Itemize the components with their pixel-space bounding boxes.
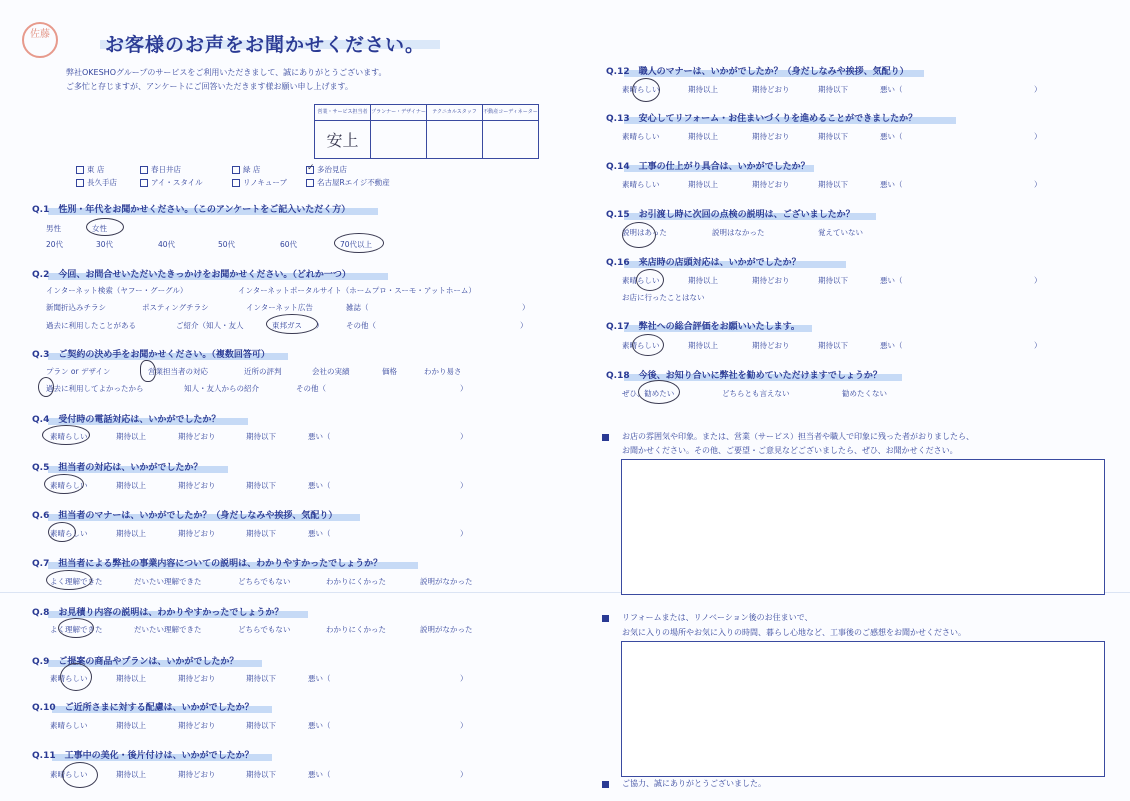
q11-below[interactable]: 期待以下 [246, 770, 276, 779]
q2-other[interactable]: その他（ [346, 321, 376, 330]
handwritten-mark [38, 377, 54, 397]
q13-bad-close: ） [1034, 132, 1042, 141]
q14-bad[interactable]: 悪い（ [880, 180, 903, 189]
q2-referral[interactable]: ご紹介（知人・友人 [176, 321, 244, 330]
q5-label: Q.5 担当者の対応は、いかがでしたか？ [32, 463, 203, 473]
bullet-square-icon [602, 781, 609, 788]
q18-neutral[interactable]: どちらとも言えない [722, 389, 790, 398]
q3-track-record[interactable]: 会社の実績 [312, 367, 350, 376]
checked-checkbox-icon[interactable]: ✓ [307, 163, 315, 173]
q11-as-expected[interactable]: 期待どおり [178, 770, 216, 779]
q14-as-expected[interactable]: 期待どおり [752, 180, 790, 189]
q7-understood[interactable]: よく理解できた [50, 577, 103, 586]
q16-excellent[interactable]: 素晴らしい [622, 276, 660, 285]
comment-box-impressions[interactable] [621, 459, 1105, 595]
q17-above[interactable]: 期待以上 [688, 341, 718, 350]
q9-excellent[interactable]: 素晴らしい [50, 674, 88, 683]
q12-label: Q.12 職人のマナーは、いかがでしたか？（身だしなみや挨拶、気配り） [606, 67, 909, 77]
handwritten-circle [266, 314, 318, 334]
q13-above[interactable]: 期待以上 [688, 132, 718, 141]
q1-age-40s[interactable]: 40代 [158, 240, 176, 249]
seal-stamp: 佐藤 [22, 22, 58, 58]
q2-search[interactable]: インターネット検索（ヤフー・グーグル） [46, 286, 188, 295]
q16-bad[interactable]: 悪い（ [880, 276, 903, 285]
q12-bad-close: ） [1034, 85, 1042, 94]
q3-plan[interactable]: プラン or デザイン [46, 367, 111, 376]
q13-label: Q.13 安心してリフォーム・お住まいづくりを進めることができましたか？ [606, 114, 918, 124]
q2-referral-close: ） [316, 321, 324, 330]
q14-excellent[interactable]: 素晴らしい [622, 180, 660, 189]
q6-excellent[interactable]: 素晴らしい [50, 529, 88, 538]
q10-below[interactable]: 期待以下 [246, 721, 276, 730]
q2-portal[interactable]: インターネットポータルサイト（ホームプロ・スーモ・アットホーム） [238, 286, 476, 295]
q11-bad-close: ） [460, 770, 468, 779]
q8-mostly[interactable]: だいたい理解できた [134, 625, 202, 634]
store-option-tajimi[interactable]: ✓ 多治見店 [307, 163, 347, 174]
q6-as-expected[interactable]: 期待どおり [178, 529, 216, 538]
q9-label: Q.9 ご提案の商品やプランは、いかがでしたか？ [32, 657, 239, 667]
q13-below[interactable]: 期待以下 [818, 132, 848, 141]
q10-above[interactable]: 期待以上 [116, 721, 146, 730]
comment1-prompt-line2: お聞かせください。その他、ご要望・ご意見などございましたら、ぜひ、お聞かせください。 [622, 446, 958, 455]
store-option-istyle[interactable]: アイ・スタイル [140, 177, 203, 188]
q13-bad[interactable]: 悪い（ [880, 132, 903, 141]
q10-bad[interactable]: 悪い（ [308, 721, 331, 730]
q3-friend-referral[interactable]: 知人・友人からの紹介 [184, 384, 259, 393]
q14-label: Q.14 工事の仕上がり具合は、いかがでしたか？ [606, 162, 810, 172]
q2-magazine-close: ） [522, 303, 530, 312]
q5-as-expected[interactable]: 期待どおり [178, 481, 216, 490]
q14-above[interactable]: 期待以上 [688, 180, 718, 189]
q12-below[interactable]: 期待以下 [818, 85, 848, 94]
checkbox-icon[interactable] [140, 179, 148, 187]
handwritten-mark [140, 360, 156, 382]
q16-never-visited[interactable]: お店に行ったことはない [622, 293, 705, 302]
bullet-square-icon [602, 434, 609, 441]
q17-excellent[interactable]: 素晴らしい [622, 341, 660, 350]
q3-other[interactable]: その他（ [296, 384, 326, 393]
q8-understood[interactable]: よく理解できた [50, 625, 103, 634]
q6-bad-close: ） [460, 529, 468, 538]
q4-bad[interactable]: 悪い（ [308, 432, 331, 441]
q10-excellent[interactable]: 素晴らしい [50, 721, 88, 730]
q7-label: Q.7 担当者による弊社の事業内容についての説明は、わかりやすかったでしょうか？ [32, 559, 383, 569]
q1-male[interactable]: 男性 [46, 224, 61, 233]
q2-label: Q.2 今回、お問合せいただいたきっかけをお聞かせください。（どれか一つ） [32, 270, 351, 280]
q2-web-ad[interactable]: インターネット広告 [246, 303, 313, 312]
q3-clarity[interactable]: わかり易さ [424, 367, 462, 376]
store-option-kasugai[interactable]: 春日井店 [140, 164, 181, 175]
q10-bad-close: ） [460, 721, 468, 730]
q12-bad[interactable]: 悪い（ [880, 85, 903, 94]
q5-above[interactable]: 期待以上 [116, 481, 146, 490]
staff-table [314, 104, 539, 159]
q16-bad-close: ） [1034, 276, 1042, 285]
q11-label: Q.11 工事中の美化・後片付けは、いかがでしたか？ [32, 751, 254, 761]
q11-bad[interactable]: 悪い（ [308, 770, 331, 779]
q14-below[interactable]: 期待以下 [818, 180, 848, 189]
q12-as-expected[interactable]: 期待どおり [752, 85, 790, 94]
q3-other-close: ） [460, 384, 468, 393]
store-option-midori[interactable]: 緑 店 [232, 164, 260, 175]
handwritten-circle [636, 269, 664, 291]
q15-label: Q.15 お引渡し時に次回の点検の説明は、ございましたか？ [606, 210, 855, 220]
q1-female[interactable]: 女性 [92, 224, 107, 233]
q7-mostly[interactable]: だいたい理解できた [134, 577, 202, 586]
q1-label: Q.1 性別・年代をお聞かせください。（このアンケートをご記入いただく方） [32, 205, 351, 215]
q2-magazine[interactable]: 雑誌（ [346, 303, 369, 312]
q17-bad[interactable]: 悪い（ [880, 341, 903, 350]
q3-past-good[interactable]: 過去に利用してよかったから [46, 384, 144, 393]
q9-bad-close: ） [460, 674, 468, 683]
bullet-square-icon [602, 615, 609, 622]
q16-as-expected[interactable]: 期待どおり [752, 276, 790, 285]
q8-neutral[interactable]: どちらでもない [238, 625, 291, 634]
q17-as-expected[interactable]: 期待どおり [752, 341, 790, 350]
q4-above[interactable]: 期待以上 [116, 432, 146, 441]
q4-below[interactable]: 期待以下 [246, 432, 276, 441]
comment1-prompt-line1: お店の雰囲気や印象。または、営業（サービス）担当者や職人で印象に残った者がおりましたら、 [622, 432, 974, 441]
q5-bad[interactable]: 悪い（ [308, 481, 331, 490]
handwritten-circle [632, 78, 660, 102]
q7-unclear[interactable]: わかりにくかった [326, 577, 386, 586]
q3-sales-rep[interactable]: 営業担当者の対応 [148, 367, 208, 376]
handwritten-circle [632, 334, 664, 356]
q3-reputation[interactable]: 近所の評判 [244, 367, 282, 376]
handwritten-circle [622, 222, 656, 248]
q18-label: Q.18 今後、お知り合いに弊社を勧めていただけますでしょうか？ [606, 371, 882, 381]
checkbox-icon[interactable] [76, 179, 84, 187]
q14-bad-close: ） [1034, 180, 1042, 189]
handwritten-circle [46, 570, 92, 590]
q3-price[interactable]: 価格 [382, 367, 397, 376]
checkbox-icon[interactable] [232, 179, 240, 187]
q2-posting[interactable]: ポスティングチラシ [142, 303, 209, 312]
handwritten-circle [334, 233, 384, 253]
q1-age-30s[interactable]: 30代 [96, 240, 114, 249]
q2-past-use[interactable]: 過去に利用したことがある [46, 321, 136, 330]
q16-above[interactable]: 期待以上 [688, 276, 718, 285]
q17-below[interactable]: 期待以下 [818, 341, 848, 350]
page-title: お客様のお声をお聞かせください。 [105, 34, 426, 56]
q9-as-expected[interactable]: 期待どおり [178, 674, 216, 683]
q1-age-70plus[interactable]: 70代以上 [340, 240, 373, 249]
q10-label: Q.10 ご近所さまに対する配慮は、いかがでしたか？ [32, 703, 254, 713]
q6-label: Q.6 担当者のマナーは、いかがでしたか？（身だしなみや挨拶、気配り） [32, 511, 338, 521]
store-option-rage[interactable]: 名古屋Rエイジ不動産 [306, 177, 390, 188]
handwritten-circle [60, 663, 92, 691]
staff-technical-cell[interactable] [427, 121, 483, 159]
staff-header-realestate: 不動産コーディネーター [483, 105, 539, 121]
q7-neutral[interactable]: どちらでもない [238, 577, 291, 586]
comment-box-after-renovation[interactable] [621, 641, 1105, 777]
staff-planner-cell[interactable] [371, 121, 427, 159]
checkbox-icon[interactable] [76, 166, 84, 174]
q6-below[interactable]: 期待以下 [246, 529, 276, 538]
q8-label: Q.8 お見積り内容の説明は、わかりやすかったでしょうか？ [32, 608, 284, 618]
handwritten-circle [42, 425, 90, 445]
q1-age-50s[interactable]: 50代 [218, 240, 236, 249]
q2-newspaper[interactable]: 新聞折込みチラシ [46, 303, 106, 312]
handwritten-circle [48, 522, 76, 542]
checkbox-icon[interactable] [306, 179, 314, 187]
q4-bad-close: ） [460, 432, 468, 441]
checkbox-icon[interactable] [232, 166, 240, 174]
q18-recommend[interactable]: ぜひ、勧めたい [622, 389, 675, 398]
q15-not-remember[interactable]: 覚えていない [818, 228, 863, 237]
staff-header-technical: テクニカルスタッフ [427, 105, 483, 121]
handwritten-circle [86, 218, 124, 236]
intro-line-1: 弊社OKESHOグループのサービスをご利用いただきまして、誠にありがとうございます。 [66, 68, 387, 77]
q6-bad[interactable]: 悪い（ [308, 529, 331, 538]
staff-header-planner: プランナー・デザイナー [371, 105, 427, 121]
intro-line-2: ご多忙と存じますが、アンケートにご回答いただきます様お願い申し上げます。 [66, 82, 353, 91]
q9-bad[interactable]: 悪い（ [308, 674, 331, 683]
q4-excellent[interactable]: 素晴らしい [50, 432, 88, 441]
q7-none[interactable]: 説明がなかった [420, 577, 473, 586]
q13-as-expected[interactable]: 期待どおり [752, 132, 790, 141]
handwritten-circle [62, 762, 98, 788]
q11-above[interactable]: 期待以上 [116, 770, 146, 779]
comment2-prompt-line2: お気に入りの場所やお気に入りの時間、暮らし心地など、工事後のご感想をお聞かせください。 [622, 628, 966, 637]
checkbox-icon[interactable] [140, 166, 148, 174]
q2-other-close: ） [520, 321, 528, 330]
staff-sales-name[interactable]: 安上 [315, 121, 371, 159]
q16-label: Q.16 来店時の店頭対応は、いかがでしたか？ [606, 258, 801, 268]
handwritten-circle [44, 474, 84, 494]
staff-realestate-cell[interactable] [483, 121, 539, 159]
q8-none[interactable]: 説明がなかった [420, 625, 473, 634]
q2-referral-value: 東邦ガス [272, 321, 302, 330]
q13-excellent[interactable]: 素晴らしい [622, 132, 660, 141]
q8-unclear[interactable]: わかりにくかった [326, 625, 386, 634]
staff-header-sales: 営業・サービス担当者 [315, 105, 371, 121]
store-option-renocube[interactable]: リノキューブ [232, 177, 287, 188]
q18-not-recommend[interactable]: 勧めたくない [842, 389, 887, 398]
q9-below[interactable]: 期待以下 [246, 674, 276, 683]
q4-as-expected[interactable]: 期待どおり [178, 432, 216, 441]
q4-label: Q.4 受付時の電話対応は、いかがでしたか？ [32, 415, 221, 425]
handwritten-circle [58, 618, 94, 638]
q5-below[interactable]: 期待以下 [246, 481, 276, 490]
comment2-prompt-line1: リフォームまたは、リノベーション後のお住まいで、 [622, 613, 813, 622]
store-option-nagakute[interactable]: 長久手店 [76, 177, 117, 188]
q9-above[interactable]: 期待以上 [116, 674, 146, 683]
handwritten-circle [638, 380, 680, 404]
q17-bad-close: ） [1034, 341, 1042, 350]
q1-age-20s[interactable]: 20代 [46, 240, 64, 249]
q12-excellent[interactable]: 素晴らしい [622, 85, 660, 94]
q5-bad-close: ） [460, 481, 468, 490]
q15-explained[interactable]: 説明はあった [622, 228, 667, 237]
q15-not-explained[interactable]: 説明はなかった [712, 228, 765, 237]
q3-label: Q.3 ご契約の決め手をお聞かせください。（複数回答可） [32, 350, 270, 360]
thanks-message: ご協力、誠にありがとうございました。 [622, 779, 766, 788]
store-option-higashi[interactable]: 東 店 [76, 164, 104, 175]
q16-below[interactable]: 期待以下 [818, 276, 848, 285]
q1-age-60s[interactable]: 60代 [280, 240, 298, 249]
q5-excellent[interactable]: 素晴らしい [50, 481, 88, 490]
q6-above[interactable]: 期待以上 [116, 529, 146, 538]
q10-as-expected[interactable]: 期待どおり [178, 721, 216, 730]
q11-excellent[interactable]: 素晴らしい [50, 770, 88, 779]
q12-above[interactable]: 期待以上 [688, 85, 718, 94]
q17-label: Q.17 弊社への総合評価をお願いいたします。 [606, 322, 800, 332]
